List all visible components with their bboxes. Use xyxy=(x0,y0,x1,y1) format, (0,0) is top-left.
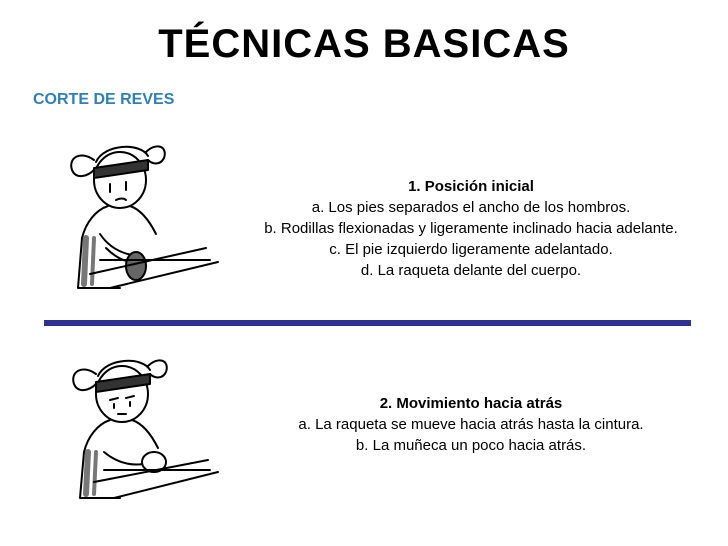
player-illustration-backswing xyxy=(60,352,220,504)
player-illustration-initial xyxy=(60,138,220,300)
section-line: b. Rodillas flexionadas y ligeramente inclinado hacia adelante. xyxy=(264,220,678,237)
section-heading: 1. Posición inicial xyxy=(408,178,534,195)
section-initial-position xyxy=(218,176,724,281)
section-heading: 2. Movimiento hacia atrás xyxy=(379,395,563,412)
section-line: b. La muñeca un poco hacia atrás. xyxy=(355,437,587,454)
section-divider xyxy=(44,320,691,326)
section-subtitle: CORTE DE REVES xyxy=(33,91,175,108)
slide-title: TÉCNICAS BASICAS xyxy=(158,22,570,66)
section-line: a. Los pies separados el ancho de los hombros. xyxy=(311,199,631,216)
section-backswing xyxy=(218,393,724,456)
section-line: c. El pie izquierdo ligeramente adelantado. xyxy=(329,241,613,258)
section-line: a. La raqueta se mueve hacia atrás hasta la cintura. xyxy=(298,416,644,433)
section-line: d. La raqueta delante del cuerpo. xyxy=(360,262,582,279)
